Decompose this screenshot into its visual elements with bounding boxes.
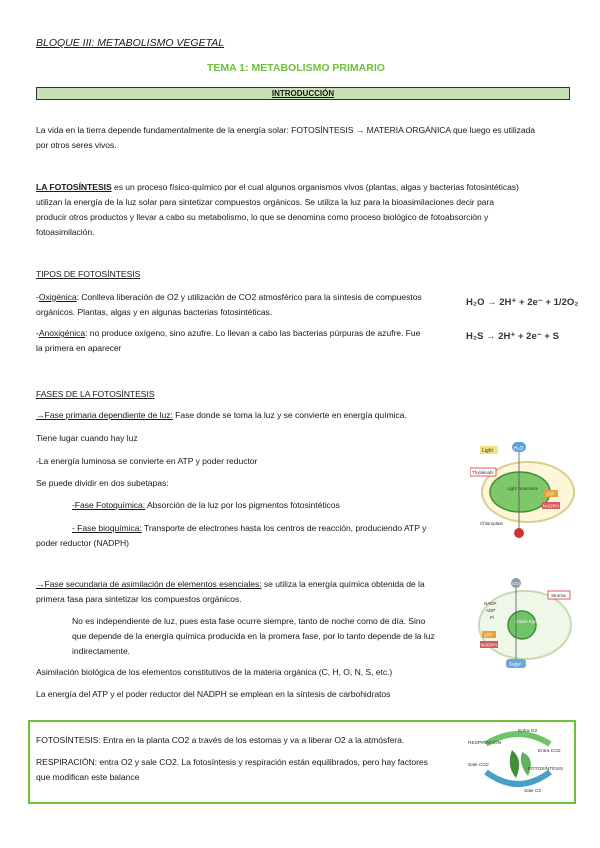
- d2-co2-label: CO₂: [512, 581, 521, 586]
- bloque-title: BLOQUE III: METABOLISMO VEGETAL: [36, 37, 225, 49]
- d1-atp-label: ATP: [546, 491, 555, 497]
- fotosintesis-term: LA FOTOSÍNTESIS: [36, 182, 112, 192]
- light-reactions-diagram: [470, 440, 578, 540]
- oxigenica-line-2: orgánicos. Plantas, algas y en algunas bacterias fotosintéticas.: [36, 307, 273, 317]
- secundaria-title: →Fase secundaria de asimilación de elementos esenciales:: [36, 579, 262, 589]
- secundaria-line: →Fase secundaria de asimilación de elementos esenciales: se utiliza la energía química obtenida de la: [36, 579, 425, 589]
- secundaria-line-2: primera fasa para sintetizar los compuestos orgánicos.: [36, 594, 242, 604]
- d3-entra-o2: Entra O2: [518, 729, 538, 734]
- subetapas: Se puede dividir en dos subetapas:: [36, 478, 169, 488]
- d2-nadp-label: NADP: [484, 601, 497, 606]
- fotosintesis-line-4: fotoasimilación.: [36, 227, 95, 237]
- d3-entra-co2: Entra CO2: [538, 749, 561, 754]
- calvin-cycle-shape: [508, 611, 536, 639]
- d2-atp-label: ATP: [484, 632, 493, 638]
- leaf-icon: [510, 750, 519, 778]
- energia-luminosa: -La energía luminosa se convierte en ATP y poder reductor: [36, 456, 258, 466]
- intro-line-1: La vida en la tierra depende fundamentalmente de la energía solar: FOTOSÍNTESIS → MATERIA ORGÁNICA que luego es utilizada: [36, 125, 536, 135]
- bioquimica-label: - Fase bioquímica:: [72, 523, 142, 533]
- fotosintesis-line-1: LA FOTOSÍNTESIS es un proceso físico-químico por el cual algunos organismos vivos (plantas, algas y bacterias fotosintéticas): [36, 182, 519, 192]
- fotoquimica-label: -Fase Fotoquímica:: [72, 500, 146, 510]
- asimilacion-line: Asimilación biológica de los elementos constitutivos de la materia orgánica (C, H, O, N, S, etc.): [36, 667, 393, 677]
- tiene-lugar: Tiene lugar cuando hay luz: [36, 433, 138, 443]
- box-line-2: RESPIRACIÓN: entra O2 y sale CO2. La fotosíntesis y respiración están equilibrados, pero hay factores: [36, 757, 428, 767]
- tipos-heading: TIPOS DE FOTOSÍNTESIS: [36, 269, 141, 279]
- intro-heading-bar: [36, 87, 570, 100]
- intro-line-2: por otros seres vivos.: [36, 140, 117, 150]
- fases-heading: FASES DE LA FOTOSÍNTESIS: [36, 389, 155, 399]
- indep-line-3: indirectamente.: [72, 646, 131, 656]
- d2-pi-label: Pi: [490, 615, 495, 620]
- indep-line-1: No es independiente de luz, pues esta fase ocurre siempre, tanto de noche como de día. Sino: [72, 616, 426, 626]
- oxigenica-label: Oxigénica: [38, 292, 77, 302]
- d1-h2o-label: H₂O: [514, 446, 524, 452]
- d2-adp-label: ADP: [486, 608, 496, 613]
- fotosintesis-line-2: utilizan la energía de la luz solar para sintetizar compuestos orgánicos. Se utiliza la luz para la bioasimilaciones decir para: [36, 197, 494, 207]
- box-line-1: FOTOSÍNTESIS: Entra en la planta CO2 a través de los estomas y va a liberar O2 a la atmósfera.: [36, 735, 405, 745]
- d1-thylakoids-label: Thylakoids: [472, 470, 494, 475]
- primaria-title: →Fase primaria dependiente de luz:: [36, 410, 173, 420]
- d2-nadph-label: NADPH: [481, 642, 497, 648]
- respiration-photosynthesis-diagram: [466, 722, 570, 800]
- fase-bioquimica: - Fase bioquímica: Transporte de electrones hasta los centros de reacción, produciendo ATP y: [72, 523, 427, 533]
- fotosintesis-line-3: producir otros productos y llevar a cabo su metabolismo, lo que se denomina como proceso biológico de fotoabsorción y: [36, 212, 489, 222]
- indep-line-2: que depende de la energía química producida en la promera fase, por lo tanto depende de la luz: [72, 631, 435, 641]
- formula-anoxigenica: H₂S → 2H⁺ + 2e⁻ + S: [466, 331, 559, 342]
- fase-bioquimica-line-2: poder reductor (NADPH): [36, 538, 129, 548]
- primaria-line: →Fase primaria dependiente de luz: Fase donde se toma la luz y se convierte en energía química.: [36, 410, 407, 420]
- d2-sugar-label: Sugar: [509, 661, 522, 667]
- oxigenica-line-1: -Oxigénica: Conlleva liberación de O2 y utilización de CO2 atmosférico para la síntesis de compuestos: [36, 292, 422, 302]
- d2-calvin-label: Calvin Cycle: [515, 619, 541, 624]
- d2-stroma-label: Stroma: [551, 593, 566, 598]
- anoxigenica-line-2: la primera en aparecer: [36, 343, 122, 353]
- d1-chloroplast-label: Chloroplast: [480, 521, 503, 526]
- photosynthesis-arrow: [486, 772, 550, 784]
- atp-nadph-line: La energía del ATP y el poder reductor del NADPH se emplean en la síntesis de carbohidratos: [36, 689, 391, 699]
- oxygen-icon: [514, 528, 524, 538]
- d3-sale-co2: Sale CO2: [468, 763, 489, 768]
- d3-respiracion: RESPIRACIÓN: [468, 741, 502, 746]
- d1-reactions-label: Light Reactions: [507, 486, 539, 491]
- calvin-cycle-diagram: [470, 575, 576, 673]
- thylakoid-shape: [490, 472, 550, 512]
- d1-nadph-label: NADPH: [543, 503, 559, 509]
- intro-heading: INTRODUCCIÓN: [271, 89, 335, 98]
- d3-sale-o2: Sale O2: [524, 789, 542, 794]
- anoxigenica-label: Anoxigénica: [38, 328, 86, 338]
- leaf-icon-2: [521, 752, 531, 776]
- formula-oxigenica: H₂O → 2H⁺ + 2e⁻ + 1/2O₂: [466, 297, 579, 308]
- d3-fotosintesis: FOTOSÍNTESIS: [528, 767, 564, 772]
- box-line-3: que modifican este balance: [36, 772, 140, 782]
- anoxigenica-line-1: -Anoxigénica: no produce oxígeno, sino azufre. Lo llevan a cabo las bacterias púrpuras de azufre. Fue: [36, 328, 421, 338]
- d1-light-label: Light: [482, 448, 493, 454]
- fase-fotoquimica: -Fase Fotoquímica: Absorción de la luz por los pigmentos fotosintéticos: [72, 500, 340, 510]
